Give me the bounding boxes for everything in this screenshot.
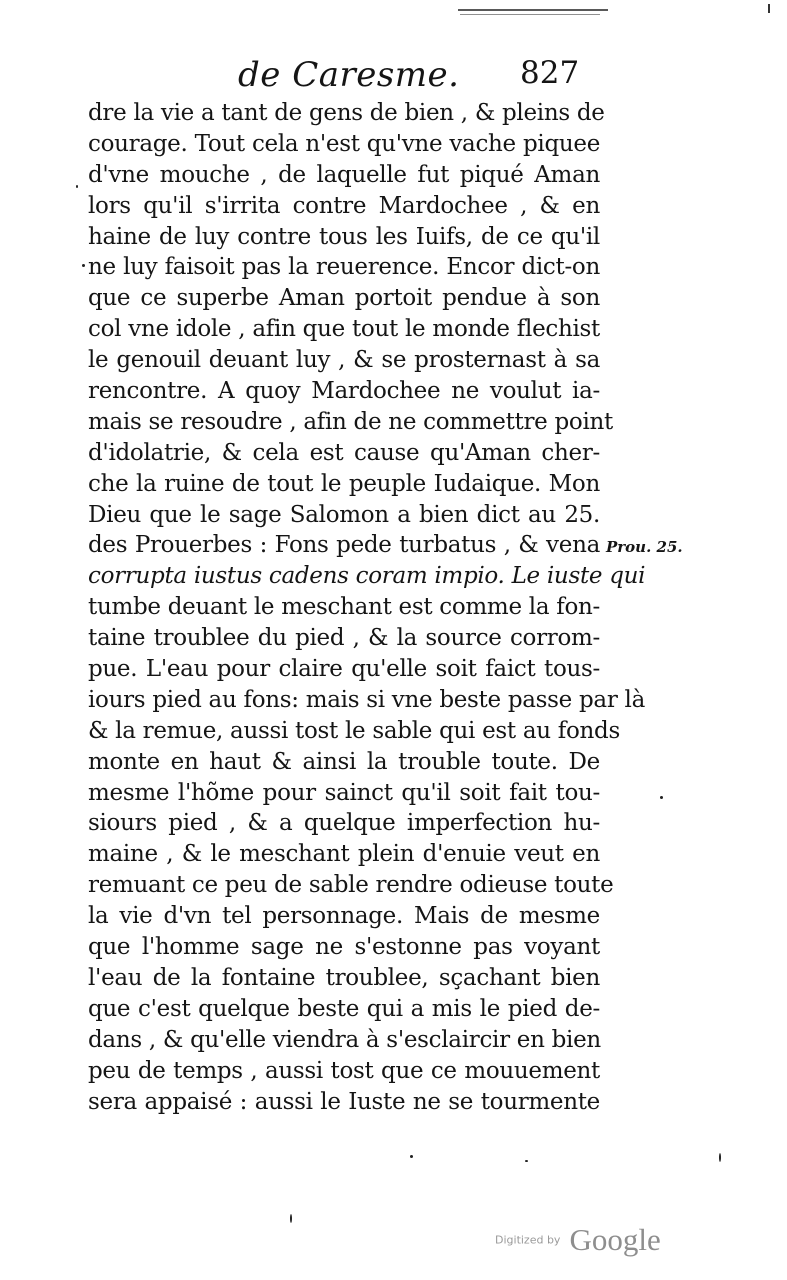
text-line: & la remue, aussi tost le sable qui est au fonds — [88, 717, 620, 744]
top-rule — [458, 9, 608, 11]
ink-speck — [76, 185, 78, 188]
text-line: d'vne mouche , de laquelle fut piqué Aman — [88, 161, 600, 188]
ink-speck — [82, 264, 85, 267]
text-line: peu de temps , aussi tost que ce mouuement — [88, 1057, 600, 1084]
text-line: pue. L'eau pour claire qu'elle soit faict tous- — [88, 656, 600, 683]
text-line: remuant ce peu de sable rendre odieuse toute — [88, 872, 614, 899]
text-line: taine troublee du pied , & la source corrom- — [88, 625, 600, 652]
ink-speck — [660, 796, 663, 799]
page-number: 827 — [520, 55, 580, 91]
top-rule-thin — [460, 14, 600, 15]
text-line: ne luy faisoit pas la reuerence. Encor dict-on — [88, 254, 600, 281]
ink-speck — [719, 1153, 721, 1162]
text-line: Dieu que le sage Salomon a bien dict au 25. — [88, 501, 600, 528]
top-corner-mark — [768, 4, 770, 13]
text-line: l'eau de la fontaine troublee, sçachant bien — [88, 964, 600, 991]
google-digitized-watermark — [495, 1222, 661, 1258]
text-line: dre la vie a tant de gens de bien , & pleins de — [88, 100, 605, 126]
text-line: que c'est quelque beste qui a mis le pied de- — [88, 995, 600, 1022]
text-line: courage. Tout cela n'est qu'vne vache piquee — [88, 130, 600, 157]
google-logo: Google — [569, 1222, 661, 1257]
ink-speck — [410, 1155, 413, 1158]
text-line: rencontre. A quoy Mardochee ne voulut ia- — [88, 378, 600, 405]
text-line: mesme l'hõme pour sainct qu'il soit fait tou- — [88, 779, 600, 806]
text-line: d'idolatrie, & cela est cause qu'Aman cher- — [88, 439, 600, 466]
text-line: col vne idole , afin que tout le monde flechist — [88, 316, 600, 343]
digitized-by-label: Digitized by — [495, 1233, 561, 1247]
text-line: lors qu'il s'irrita contre Mardochee , & en — [88, 192, 600, 219]
text-line: iours pied au fons: mais si vne beste passe par là — [88, 686, 645, 713]
ink-speck — [290, 1214, 292, 1223]
running-head: de Caresme. — [238, 55, 460, 95]
text-line: che la ruine de tout le peuple Iudaique. Mon — [88, 470, 600, 497]
text-line: mais se resoudre , afin de ne commettre point — [88, 408, 613, 435]
ink-speck — [525, 1160, 528, 1162]
text-line: siours pied , & a quelque imperfection hu- — [88, 810, 600, 837]
text-line: haine de luy contre tous les Iuifs, de ce qu'il — [88, 223, 600, 250]
marginal-note: Prou. 25. — [606, 538, 683, 556]
text-line: sera appaisé : aussi le Iuste ne se tourmente — [88, 1088, 600, 1115]
text-line: des Prouerbes : Fons pede turbatus , & vena — [88, 532, 600, 559]
text-line: maine , & le meschant plein d'enuie veut en — [88, 841, 600, 868]
text-line: monte en haut & ainsi la trouble toute. De — [88, 748, 600, 775]
text-line: dans , & qu'elle viendra à s'esclaircir en bien — [88, 1026, 601, 1053]
text-line-latin-quote: corrupta iustus cadens coram impio. Le iuste qui — [88, 563, 646, 590]
page-header — [0, 55, 787, 95]
text-line: la vie d'vn tel personnage. Mais de mesme — [88, 903, 600, 930]
text-line: que l'homme sage ne s'estonne pas voyant — [88, 934, 600, 961]
text-line: que ce superbe Aman portoit pendue à son — [88, 285, 600, 312]
text-line: le genouil deuant luy , & se prosternast à sa — [88, 347, 600, 374]
text-line: tumbe deuant le meschant est comme la fon- — [88, 594, 600, 621]
